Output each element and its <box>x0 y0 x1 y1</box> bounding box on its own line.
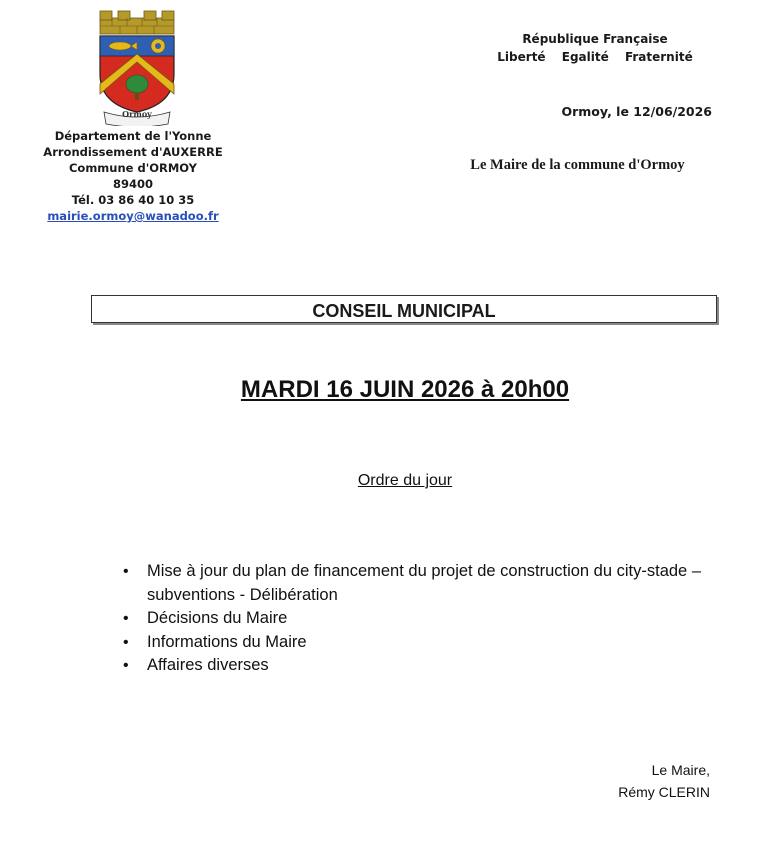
signature-name: Rémy CLERIN <box>618 784 710 800</box>
motto-liberte: Liberté <box>497 50 546 64</box>
arrondissement-line: Arrondissement d'AUXERRE <box>43 145 223 159</box>
phone-line: Tél. 03 86 40 10 35 <box>71 193 195 207</box>
republic-header <box>470 30 720 66</box>
agenda-list <box>123 560 703 678</box>
municipality-info-block <box>40 128 226 224</box>
signature-role: Le Maire, <box>651 762 710 778</box>
place-date: Ormoy, le 12/06/2026 <box>561 104 712 119</box>
motto-egalite: Egalité <box>561 50 609 64</box>
agenda-item: • Informations du Maire <box>123 631 703 655</box>
meeting-date: MARDI 16 JUIN 2026 à 20h00 <box>240 376 570 403</box>
signature-block <box>560 759 710 803</box>
agenda-item: • Mise à jour du plan de financement du projet de construction du city-stade – subventions - Délibération <box>123 560 703 607</box>
agenda-heading: Ordre du jour <box>357 472 453 489</box>
agenda-item: • Affaires diverses <box>123 654 703 678</box>
sender-heading: Le Maire de la commune d'Ormoy <box>470 157 685 173</box>
republic-line: République Française <box>522 32 668 46</box>
motto-fraternite: Fraternité <box>624 50 693 64</box>
crest-scroll-label: Ormoy <box>122 109 152 119</box>
agenda-item: • Décisions du Maire <box>123 607 703 631</box>
postcode-line: 89400 <box>112 177 153 191</box>
commune-line: Commune d'ORMOY <box>68 161 197 175</box>
email-link[interactable]: mairie.ormoy@wanadoo.fr <box>47 209 219 223</box>
motto-line <box>470 48 720 66</box>
document-title-box: CONSEIL MUNICIPAL <box>91 295 717 323</box>
department-line: Département de l'Yonne <box>54 129 212 143</box>
